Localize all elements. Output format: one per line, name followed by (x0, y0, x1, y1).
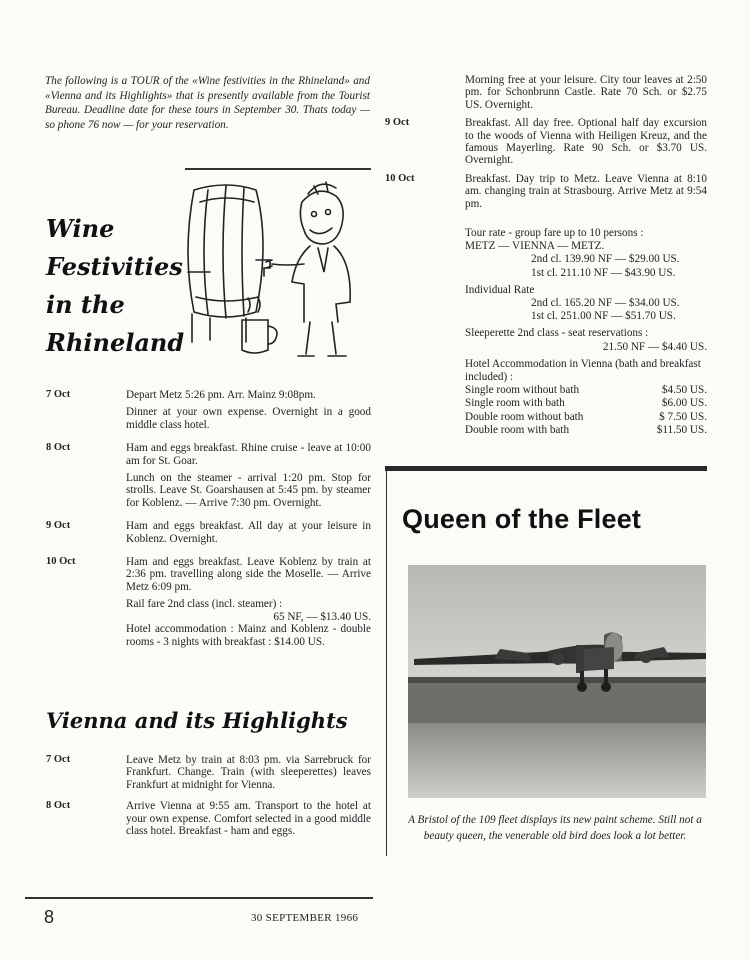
itinerary-text: Arrive Vienna at 9:55 am. Transport to the hotel at your own expense. Comfort selected in a good middle class hotel. Breakfast - ham and eggs. (126, 800, 371, 838)
itinerary-row (46, 442, 371, 514)
itinerary-text: Breakfast. All day free. Optional half day excursion to the woods of Vienna with Heiligen Kreuz, and the famous Mayerling. Rate 90 Sch. or $3.70 US. Overnight. (465, 117, 707, 167)
vienna-itinerary-continued (385, 74, 707, 216)
room-type: Double room without bath (465, 410, 584, 423)
group-fare-heading: Tour rate - group fare up to 10 persons : (465, 227, 644, 239)
page-number: 8 (44, 907, 55, 927)
group-fare-2nd: 2nd cl. 139.90 NF — $29.00 US. (531, 253, 680, 266)
intro-text: The following is a TOUR of the «Wine festivities in the Rhineland» and «Vienna and its Highlights» that is presently available from the Tourist Bureau. Deadline date for these tours in September 30. Thats today — so phone 76 now — for your reservation. (45, 75, 370, 131)
itinerary-day: 7 Oct (46, 389, 71, 400)
itinerary-day: 9 Oct (385, 117, 410, 129)
individual-fare-2nd: 2nd cl. 165.20 NF — $34.00 US. (531, 297, 680, 310)
wine-itinerary (46, 389, 371, 659)
itinerary-description (126, 442, 371, 514)
hotel-heading: Hotel Accommodation in Vienna (bath and breakfast included) : (465, 357, 701, 384)
itinerary-text: Ham and eggs breakfast. Leave Koblenz by train at 2:36 pm. travelling along side the Moselle. — Arrive Metz 6:09 pm. (126, 556, 371, 593)
footer-rule (25, 897, 373, 899)
itinerary-description (126, 520, 371, 550)
itinerary-text: Depart Metz 5:26 pm. Arr. Mainz 9:08pm. (126, 389, 316, 401)
bristol-aircraft-photo (408, 565, 706, 798)
itinerary-row (46, 556, 371, 653)
room-rate-row (465, 411, 707, 424)
itinerary-row (385, 74, 707, 111)
issue-date: 30 SEPTEMBER 1966 (251, 912, 359, 924)
itinerary-day: 8 Oct (46, 800, 71, 812)
itinerary-text: Morning free at your leisure. City tour leaves at 2:50 pm. for Schonbrunn Castle. Rate 70 Sch. or $2.75 US. Overnight. (465, 74, 707, 111)
individual-fare-1st: 1st cl. 251.00 NF — $51.70 US. (531, 310, 676, 323)
itinerary-day: 8 Oct (46, 442, 71, 454)
itinerary-text: Leave Metz by train at 8:03 pm. via Sarrebruck for Frankfurt. Change. Train (with sleeperettes) leaves Frankfurt at midnight for Vienna. (126, 754, 371, 791)
wine-festivities-title (46, 210, 184, 362)
rail-fare-price: 65 NF, — $13.40 US. (273, 610, 371, 623)
vienna-itinerary (46, 754, 371, 843)
room-rate-row (465, 397, 707, 410)
itinerary-day: 10 Oct (385, 172, 415, 184)
group-fare-1st: 1st cl. 211.10 NF — $43.90 US. (531, 266, 676, 279)
itinerary-text: Ham and eggs breakfast. All day at your leisure in Koblenz. Overnight. (126, 520, 371, 545)
vienna-highlights-title: Vienna and its Highlights (46, 708, 348, 733)
room-price: $4.50 US. (661, 384, 707, 397)
itinerary-text: Breakfast. Day trip to Metz. Leave Vienna at 8:10 am. changing train at Strasbourg. Arrive Metz at 9:54 pm. (465, 172, 707, 210)
itinerary-text: Lunch on the steamer - arrival 1:20 pm. Stop for strolls. Leave St. Goarshausen at 5:45 pm. by steamer for Koblenz. — Arrive 7:30 pm. Overnight. (126, 472, 371, 509)
itinerary-row (46, 389, 371, 436)
itinerary-row (46, 520, 371, 550)
wine-title-line-3: in the (46, 290, 125, 319)
itinerary-row (46, 754, 371, 791)
queen-of-the-fleet-title: Queen of the Fleet (402, 504, 642, 534)
itinerary-row (385, 173, 707, 210)
sleeperette-label: Sleeperette 2nd class - seat reservations : (465, 327, 649, 340)
itinerary-description (126, 556, 371, 653)
photo-caption: A Bristol of the 109 fleet displays its new paint scheme. Still not a beauty queen, the venerable old bird does look a lot better. (408, 814, 702, 842)
column-divider (386, 470, 387, 856)
itinerary-day (385, 74, 465, 111)
wine-title-line-4: Rhineland (46, 328, 185, 357)
section-divider (385, 466, 707, 471)
rail-fare-label: Rail fare 2nd class (incl. steamer) : (126, 598, 283, 611)
itinerary-row (46, 800, 371, 837)
itinerary-text: Dinner at your own expense. Overnight in a good middle class hotel. (126, 406, 371, 431)
room-rate-row (465, 384, 707, 397)
room-rate-row (465, 424, 707, 437)
itinerary-day: 10 Oct (46, 556, 76, 568)
itinerary-day: 7 Oct (46, 754, 71, 765)
wine-cartoon-illustration (186, 172, 370, 367)
wine-title-line-2: Festivities (46, 252, 183, 281)
sleeperette-price: 21.50 NF — $4.40 US. (602, 340, 707, 353)
itinerary-text: Ham and eggs breakfast. Rhine cruise - leave at 10:00 am for St. Goar. (126, 442, 371, 467)
itinerary-description (126, 389, 371, 436)
itinerary-day: 9 Oct (46, 520, 71, 532)
itinerary-row (385, 117, 707, 167)
room-price: $6.00 US. (661, 397, 707, 410)
individual-rate-heading: Individual Rate (465, 283, 535, 296)
room-type: Double room with bath (465, 423, 570, 436)
itinerary-text: Hotel accommodation : Mainz and Koblenz - double rooms - 3 nights with breakfast : $14.00 US. (126, 623, 371, 648)
room-price: $ 7.50 US. (659, 410, 707, 423)
intro-block (45, 74, 370, 132)
room-price: $11.50 US. (656, 423, 707, 436)
route-label: METZ — VIENNA — METZ. (465, 240, 605, 253)
room-type: Single room with bath (465, 397, 565, 410)
cartoon-top-rule (185, 168, 371, 170)
room-type: Single room without bath (465, 384, 580, 397)
wine-title-line-1: Wine (46, 214, 115, 243)
fares-block (465, 227, 707, 437)
